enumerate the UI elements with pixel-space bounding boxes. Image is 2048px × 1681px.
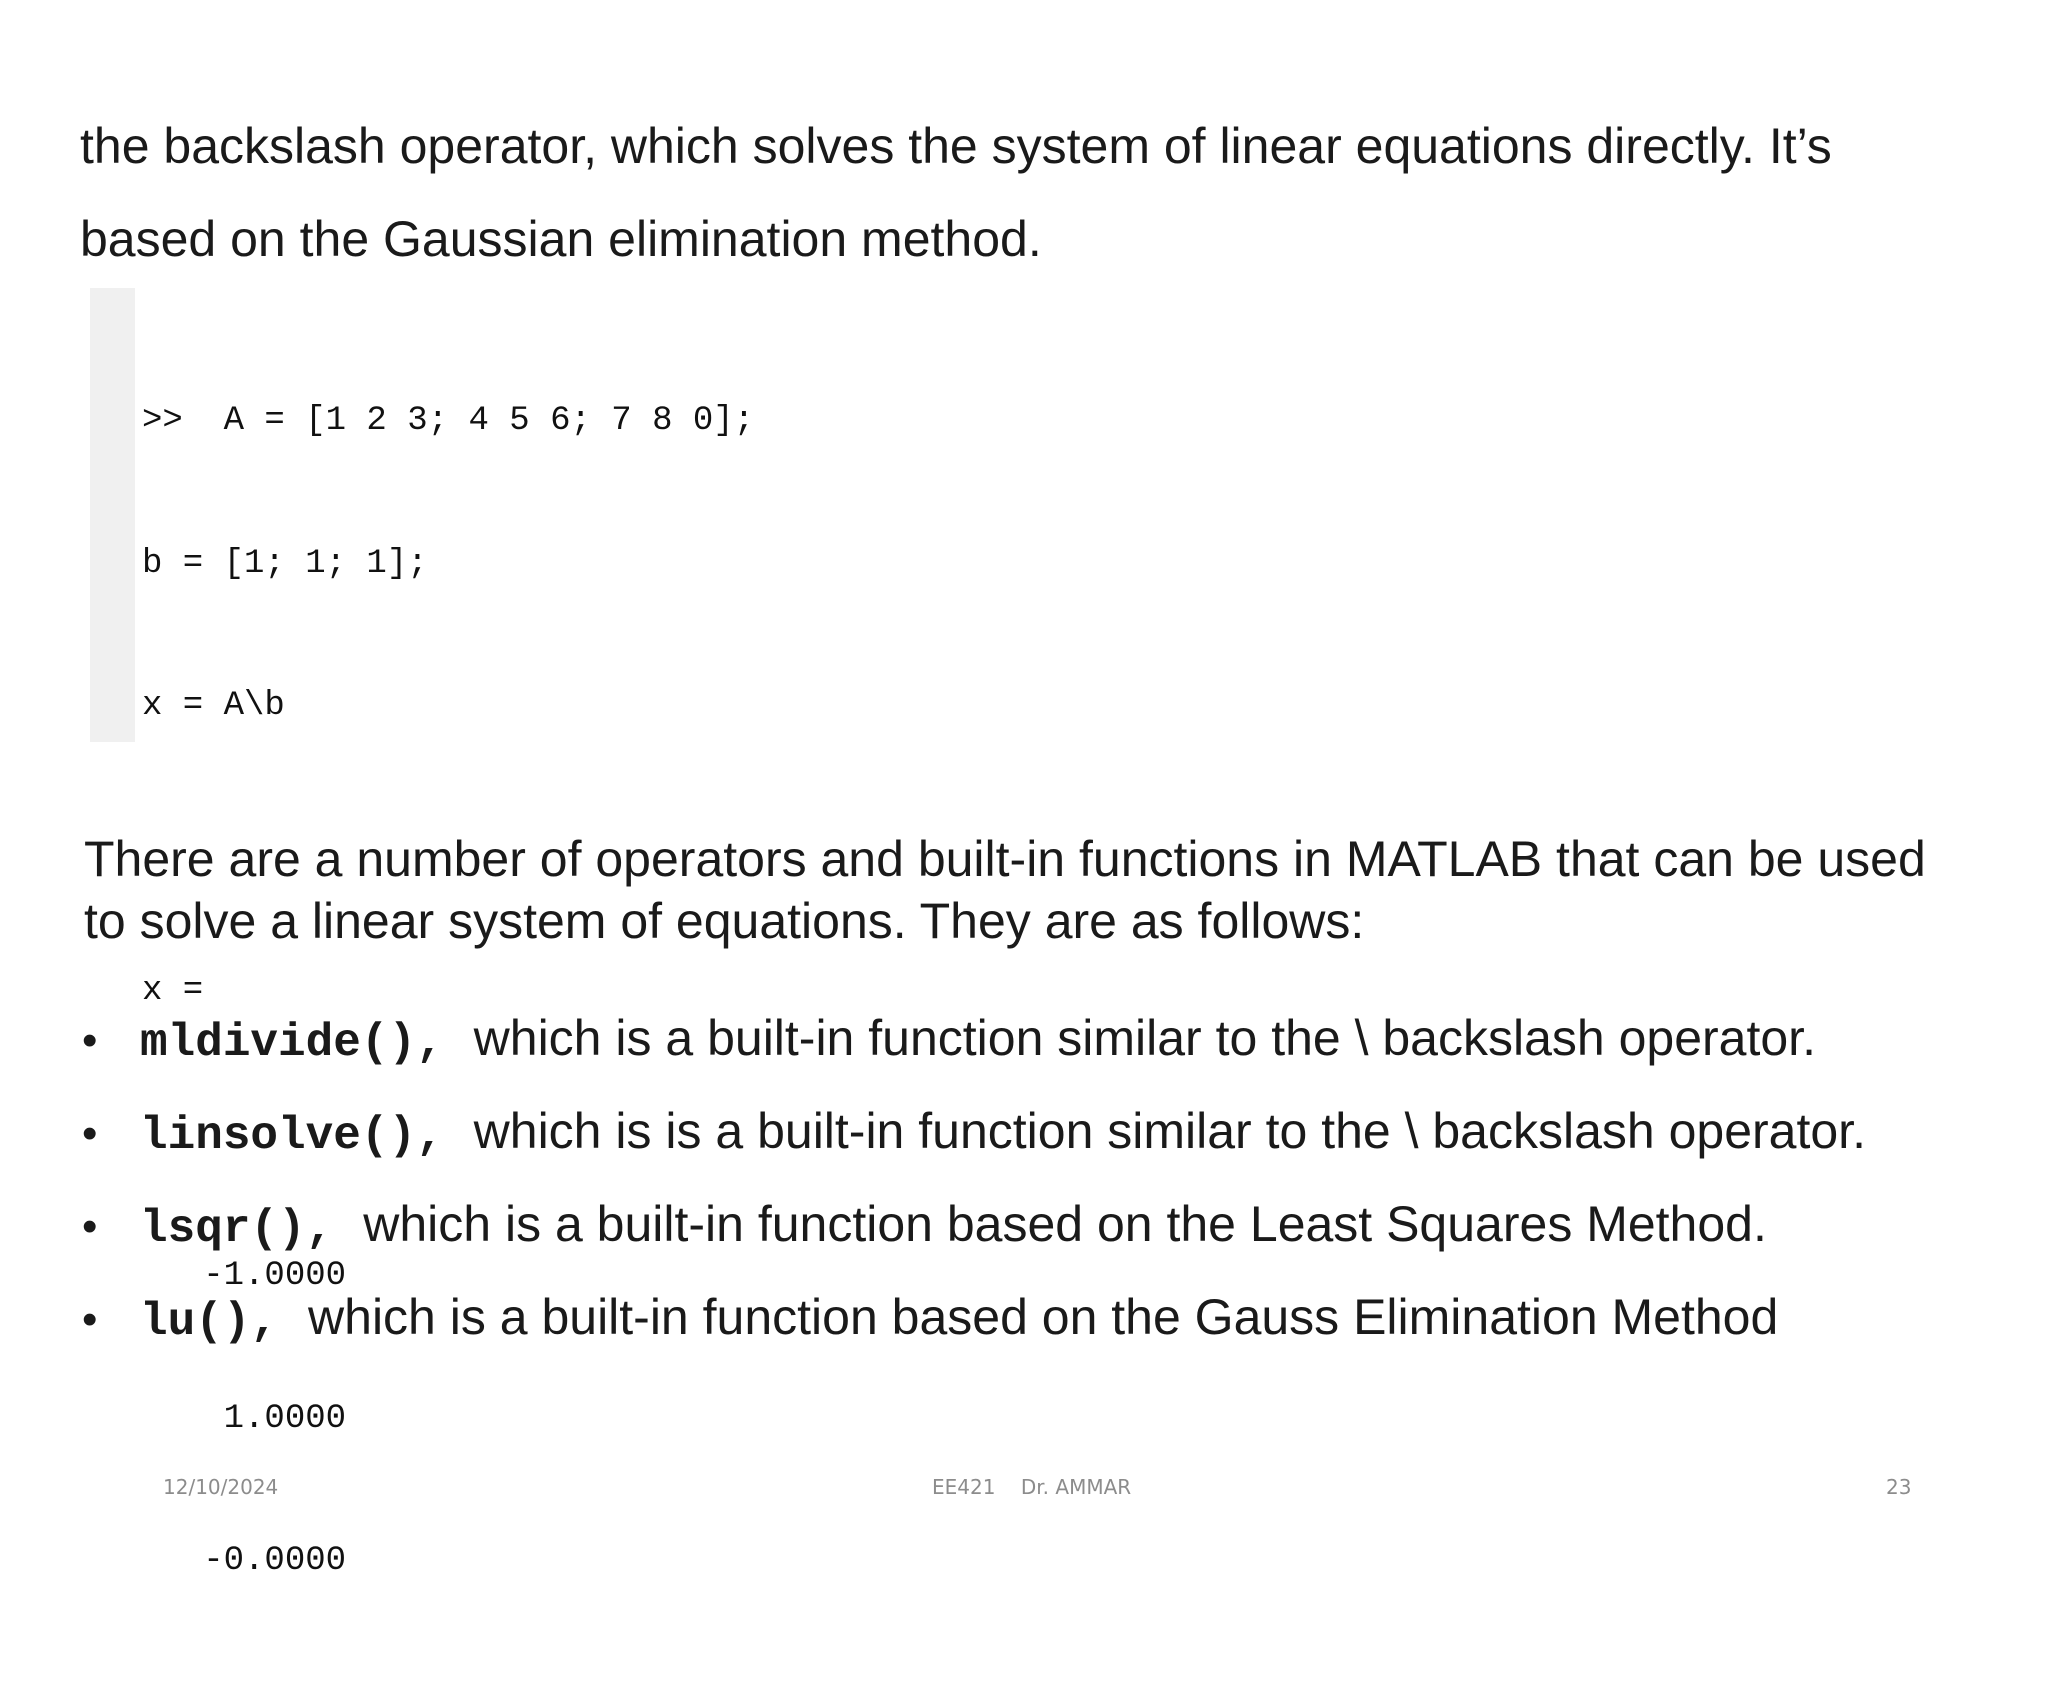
footer-course: EE421 — [932, 1475, 996, 1499]
code-line: x = — [142, 972, 204, 1010]
function-name: linsolve(), — [140, 1110, 444, 1162]
bullet-icon: • — [82, 1109, 98, 1158]
function-description: which is a built-in function based on the Least Squares Method. — [363, 1196, 1767, 1252]
code-block — [142, 303, 754, 1681]
function-description: which is a built-in function similar to the \ backslash operator. — [473, 1010, 1816, 1066]
code-line: -1.0000 — [142, 1257, 347, 1295]
footer-course-author — [932, 1475, 1131, 1499]
list-item-linsolve — [82, 1097, 1866, 1190]
intro-line-1: the backslash operator, which solves the system of linear equations directly. It’s — [80, 118, 1832, 174]
list-item-mldivide — [82, 1004, 1866, 1097]
footer-date: 12/10/2024 — [163, 1475, 279, 1499]
function-list — [82, 1004, 1866, 1376]
footer-author: Dr. AMMAR — [1020, 1475, 1132, 1499]
function-description: which is a built-in function based on the Gauss Elimination Method — [308, 1289, 1779, 1345]
slide-number: 23 — [1886, 1475, 1912, 1499]
functions-intro-paragraph — [84, 828, 2004, 952]
bullet-icon: • — [82, 1295, 98, 1344]
bullet-icon: • — [82, 1202, 98, 1251]
intro-text — [80, 100, 1960, 286]
code-line: b = [1; 1; 1]; — [142, 544, 428, 583]
function-name: lu(), — [140, 1296, 279, 1348]
paragraph-line-2: to solve a linear system of equations. They are as follows: — [84, 893, 1365, 949]
function-name: lsqr(), — [140, 1203, 334, 1255]
code-line: -0.0000 — [142, 1542, 347, 1580]
code-line: 1.0000 — [142, 1399, 347, 1438]
code-line: >> A = [1 2 3; 4 5 6; 7 8 0]; — [142, 402, 755, 440]
intro-line-2: based on the Gaussian elimination method. — [80, 211, 1042, 267]
list-item-lu — [82, 1283, 1866, 1376]
code-gutter — [90, 288, 135, 742]
paragraph-line-1: There are a number of operators and built-in functions in MATLAB that can be used — [84, 831, 1926, 887]
list-item-lsqr — [82, 1190, 1866, 1283]
function-name: mldivide(), — [140, 1017, 444, 1069]
code-line: x = A\b — [142, 687, 285, 725]
bullet-icon: • — [82, 1016, 98, 1065]
function-description: which is is a built-in function similar to the \ backslash operator. — [473, 1103, 1866, 1159]
